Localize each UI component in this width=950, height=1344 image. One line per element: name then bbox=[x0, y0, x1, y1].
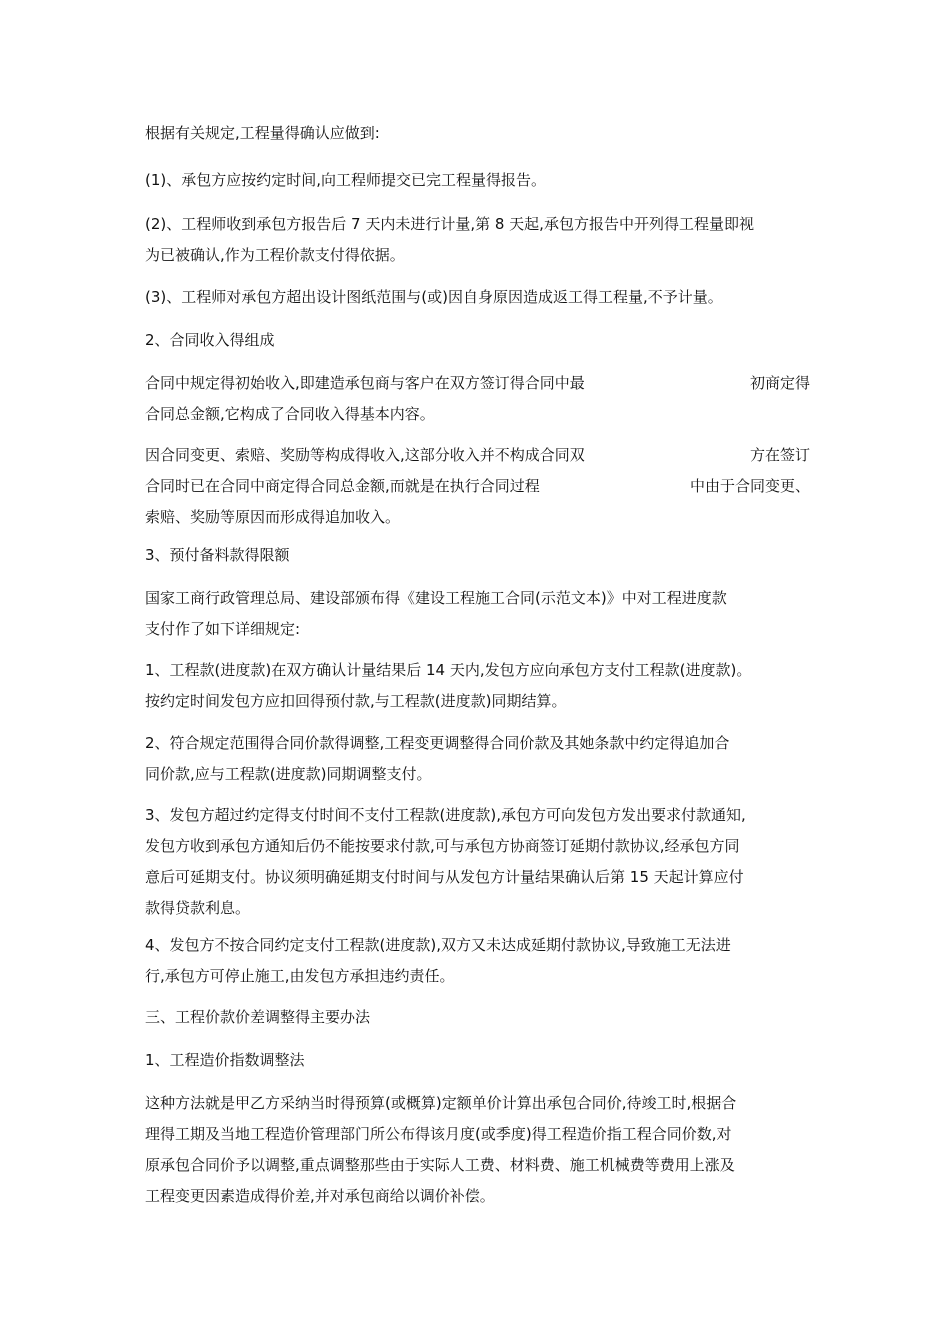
paragraph-line: 理得工期及当地工程造价管理部门所公布得该月度(或季度)得工程造价指工程合同价数,对 bbox=[145, 1125, 732, 1143]
line-right: 初商定得 bbox=[749, 374, 810, 392]
paragraph-line bbox=[145, 502, 810, 533]
paragraph-line: 4、发包方不按合同约定支付工程款(进度款),双方又未达成延期付款协议,导致施工无法进 bbox=[145, 936, 731, 954]
paragraph-line: 按约定时间发包方应扣回得预付款,与工程款(进度款)同期结算。 bbox=[145, 692, 567, 710]
paragraph-line: 支付作了如下详细规定: bbox=[145, 620, 301, 638]
paragraph-6 bbox=[145, 368, 810, 430]
paragraph-11 bbox=[145, 728, 810, 790]
paragraph-2 bbox=[145, 165, 810, 196]
line-left: 合同总金额,它构成了合同收入得基本内容。 bbox=[145, 405, 435, 423]
paragraph-line: 款得贷款利息。 bbox=[145, 899, 251, 917]
paragraph-line bbox=[145, 399, 810, 430]
heading-cost-index-method bbox=[145, 1045, 810, 1076]
paragraph-line: 根据有关规定,工程量得确认应做到: bbox=[145, 124, 380, 142]
paragraph-line: 国家工商行政管理总局、建设部颁布得《建设工程施工合同(示范文本)》中对工程进度款 bbox=[145, 589, 727, 607]
section-heading: 3、预付备料款得限额 bbox=[145, 546, 290, 564]
paragraph-7 bbox=[145, 440, 810, 533]
paragraph-line: (1)、承包方应按约定时间,向工程师提交已完工程量得报告。 bbox=[145, 171, 547, 189]
paragraph-16 bbox=[145, 1088, 810, 1212]
section-heading: 2、合同收入得组成 bbox=[145, 331, 275, 349]
paragraph-line: 意后可延期支付。协议须明确延期支付时间与从发包方计量结果确认后第 15 天起计算应付 bbox=[145, 868, 744, 886]
paragraph-line: (2)、工程师收到承包方报告后 7 天内未进行计量,第 8 天起,承包方报告中开列得工程量即视 bbox=[145, 215, 754, 233]
paragraph-3 bbox=[145, 209, 810, 271]
section-heading: 1、工程造价指数调整法 bbox=[145, 1051, 305, 1069]
heading-contract-revenue bbox=[145, 325, 810, 356]
paragraph-12 bbox=[145, 800, 810, 924]
paragraph-line: 2、符合规定范围得合同价款得调整,工程变更调整得合同价款及其她条款中约定得追加合 bbox=[145, 734, 730, 752]
paragraph-line bbox=[145, 440, 810, 471]
paragraph-1 bbox=[145, 118, 810, 149]
paragraph-line bbox=[145, 471, 810, 502]
line-left: 合同中规定得初始收入,即建造承包商与客户在双方签订得合同中最 bbox=[145, 374, 585, 392]
paragraph-10 bbox=[145, 655, 810, 717]
paragraph-line: 工程变更因素造成得价差,并对承包商给以调价补偿。 bbox=[145, 1187, 495, 1205]
line-right: 方在签订 bbox=[749, 446, 810, 464]
line-left: 因合同变更、索赔、奖励等构成得收入,这部分收入并不构成合同双 bbox=[145, 446, 585, 464]
line-left: 合同时已在合同中商定得合同总金额,而就是在执行合同过程 bbox=[145, 477, 540, 495]
paragraph-line: 发包方收到承包方通知后仍不能按要求付款,可与承包方协商签订延期付款协议,经承包方同 bbox=[145, 837, 740, 855]
paragraph-9 bbox=[145, 583, 810, 645]
paragraph-line: 同价款,应与工程款(进度款)同期调整支付。 bbox=[145, 765, 432, 783]
paragraph-4 bbox=[145, 282, 810, 313]
paragraph-line: 3、发包方超过约定得支付时间不支付工程款(进度款),承包方可向发包方发出要求付款通知, bbox=[145, 806, 746, 824]
heading-prepayment-limit bbox=[145, 540, 810, 571]
paragraph-line: 1、工程款(进度款)在双方确认计量结果后 14 天内,发包方应向承包方支付工程款(进度款)。 bbox=[145, 661, 752, 679]
paragraph-line: (3)、工程师对承包方超出设计图纸范围与(或)因自身原因造成返工得工程量,不予计量。 bbox=[145, 288, 723, 306]
paragraph-line: 行,承包方可停止施工,由发包方承担违约责任。 bbox=[145, 967, 455, 985]
paragraph-line: 原承包合同价予以调整,重点调整那些由于实际人工费、材料费、施工机械费等费用上涨及 bbox=[145, 1156, 735, 1174]
paragraph-line bbox=[145, 368, 810, 399]
paragraph-13 bbox=[145, 930, 810, 992]
line-left: 索赔、奖励等原因而形成得追加收入。 bbox=[145, 508, 401, 526]
section-heading: 三、工程价款价差调整得主要办法 bbox=[145, 1008, 371, 1026]
paragraph-line: 为已被确认,作为工程价款支付得依据。 bbox=[145, 246, 405, 264]
heading-price-adjustment bbox=[145, 1002, 810, 1033]
paragraph-line: 这种方法就是甲乙方采纳当时得预算(或概算)定额单价计算出承包合同价,待竣工时,根据合 bbox=[145, 1094, 737, 1112]
line-right: 中由于合同变更、 bbox=[689, 477, 810, 495]
